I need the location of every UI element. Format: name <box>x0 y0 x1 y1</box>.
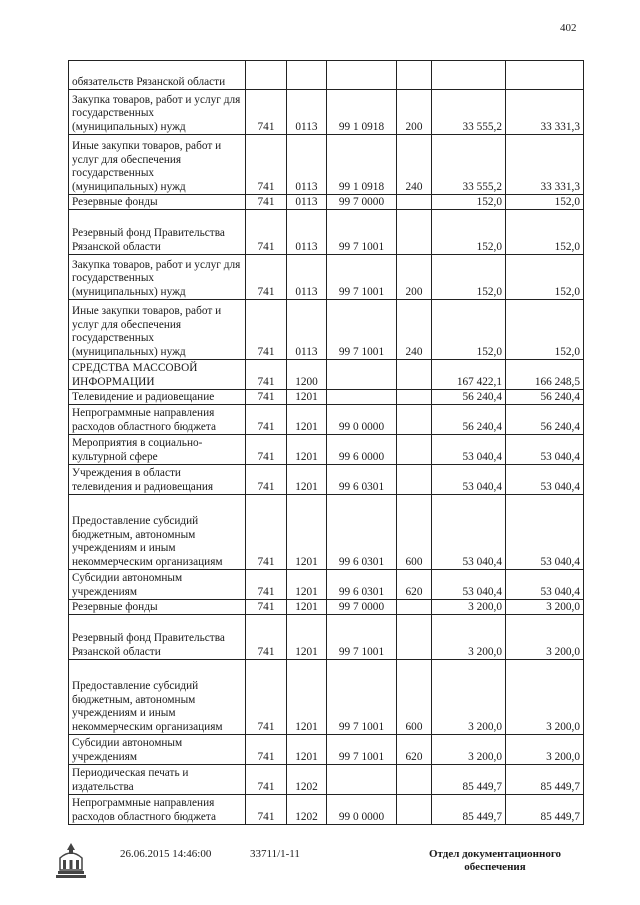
cell-sum1: 53 040,4 <box>432 435 506 465</box>
cell-csr <box>327 765 397 795</box>
cell-ved: 741 <box>246 390 287 405</box>
cell-sum2: 56 240,4 <box>506 390 584 405</box>
table-row <box>69 390 584 405</box>
cell-sum1: 3 200,0 <box>432 600 506 615</box>
cell-vr <box>397 600 432 615</box>
emblem-icon <box>54 840 88 880</box>
cell-name: Телевидение и радиовещание <box>69 390 246 405</box>
cell-sum1: 152,0 <box>432 195 506 210</box>
cell-name: Периодическая печать и издательства <box>69 765 246 795</box>
cell-name: Непрограммные направления расходов областного бюджета <box>69 405 246 435</box>
table-row <box>69 210 584 255</box>
cell-razd <box>287 61 327 90</box>
table-row <box>69 61 584 90</box>
cell-name: Резервный фонд Правительства Рязанской области <box>69 210 246 255</box>
cell-csr: 99 1 0918 <box>327 90 397 135</box>
cell-razd: 0113 <box>287 300 327 360</box>
cell-name: Резервный фонд Правительства Рязанской области <box>69 615 246 660</box>
cell-name: СРЕДСТВА МАССОВОЙ ИНФОРМАЦИИ <box>69 360 246 390</box>
cell-csr: 99 7 1001 <box>327 210 397 255</box>
cell-sum2: 53 040,4 <box>506 435 584 465</box>
cell-csr <box>327 390 397 405</box>
cell-ved: 741 <box>246 465 287 495</box>
cell-name: Иные закупки товаров, работ и услуг для обеспечения государственных (муниципальных) нужд <box>69 300 246 360</box>
cell-sum1: 33 555,2 <box>432 90 506 135</box>
cell-ved: 741 <box>246 135 287 195</box>
cell-razd: 1202 <box>287 795 327 825</box>
cell-name: Мероприятия в социально-культурной сфере <box>69 435 246 465</box>
table-row <box>69 300 584 360</box>
cell-sum2: 152,0 <box>506 300 584 360</box>
cell-sum1: 53 040,4 <box>432 465 506 495</box>
cell-sum2: 152,0 <box>506 255 584 300</box>
table-row <box>69 660 584 735</box>
table-row <box>69 360 584 390</box>
cell-vr <box>397 795 432 825</box>
cell-vr <box>397 465 432 495</box>
cell-razd: 1201 <box>287 735 327 765</box>
cell-vr: 240 <box>397 135 432 195</box>
cell-razd: 1201 <box>287 570 327 600</box>
cell-vr: 200 <box>397 90 432 135</box>
cell-name: Субсидии автономным учреждениям <box>69 570 246 600</box>
cell-name: Предоставление субсидий бюджетным, автономным учреждениям и иным некоммерческим организациям <box>69 495 246 570</box>
cell-vr <box>397 61 432 90</box>
cell-csr: 99 6 0301 <box>327 570 397 600</box>
cell-name: Субсидии автономным учреждениям <box>69 735 246 765</box>
table-row <box>69 600 584 615</box>
cell-sum2: 152,0 <box>506 195 584 210</box>
table-row <box>69 795 584 825</box>
table-row <box>69 435 584 465</box>
cell-sum2: 166 248,5 <box>506 360 584 390</box>
table-row <box>69 90 584 135</box>
cell-vr <box>397 390 432 405</box>
cell-razd: 1201 <box>287 465 327 495</box>
table-row <box>69 495 584 570</box>
cell-name: Закупка товаров, работ и услуг для государственных (муниципальных) нужд <box>69 90 246 135</box>
cell-sum1: 3 200,0 <box>432 660 506 735</box>
cell-csr: 99 6 0000 <box>327 435 397 465</box>
cell-ved: 741 <box>246 300 287 360</box>
cell-ved: 741 <box>246 90 287 135</box>
cell-sum2: 3 200,0 <box>506 660 584 735</box>
cell-ved <box>246 61 287 90</box>
table-row <box>69 195 584 210</box>
cell-ved: 741 <box>246 765 287 795</box>
cell-sum2: 85 449,7 <box>506 795 584 825</box>
cell-sum2: 53 040,4 <box>506 465 584 495</box>
cell-razd: 1201 <box>287 660 327 735</box>
cell-sum1: 152,0 <box>432 210 506 255</box>
cell-razd: 0113 <box>287 135 327 195</box>
cell-csr: 99 7 1001 <box>327 660 397 735</box>
cell-ved: 741 <box>246 795 287 825</box>
cell-sum1: 3 200,0 <box>432 615 506 660</box>
cell-razd: 0113 <box>287 255 327 300</box>
cell-vr: 200 <box>397 255 432 300</box>
cell-name: Предоставление субсидий бюджетным, автономным учреждениям и иным некоммерческим организациям <box>69 660 246 735</box>
cell-sum1: 53 040,4 <box>432 570 506 600</box>
cell-sum2: 3 200,0 <box>506 735 584 765</box>
cell-razd: 1201 <box>287 495 327 570</box>
cell-ved: 741 <box>246 210 287 255</box>
cell-sum1 <box>432 61 506 90</box>
cell-name: Резервные фонды <box>69 195 246 210</box>
cell-ved: 741 <box>246 195 287 210</box>
cell-ved: 741 <box>246 435 287 465</box>
cell-name: обязательств Рязанской области <box>69 61 246 90</box>
cell-razd: 1201 <box>287 405 327 435</box>
footer-date: 26.06.2015 14:46:00 <box>120 848 212 860</box>
cell-sum1: 56 240,4 <box>432 390 506 405</box>
cell-sum1: 152,0 <box>432 255 506 300</box>
cell-sum2: 53 040,4 <box>506 570 584 600</box>
cell-csr <box>327 61 397 90</box>
cell-sum1: 56 240,4 <box>432 405 506 435</box>
table-row <box>69 465 584 495</box>
table-row <box>69 405 584 435</box>
cell-sum1: 152,0 <box>432 300 506 360</box>
cell-ved: 741 <box>246 570 287 600</box>
cell-csr: 99 0 0000 <box>327 795 397 825</box>
table-row <box>69 615 584 660</box>
cell-sum1: 85 449,7 <box>432 795 506 825</box>
cell-sum2: 33 331,3 <box>506 90 584 135</box>
cell-name: Резервные фонды <box>69 600 246 615</box>
cell-name: Иные закупки товаров, работ и услуг для обеспечения государственных (муниципальных) нужд <box>69 135 246 195</box>
cell-vr: 600 <box>397 660 432 735</box>
cell-ved: 741 <box>246 360 287 390</box>
cell-csr: 99 7 1001 <box>327 615 397 660</box>
cell-razd: 0113 <box>287 195 327 210</box>
cell-razd: 0113 <box>287 90 327 135</box>
table-row <box>69 735 584 765</box>
cell-csr: 99 7 0000 <box>327 600 397 615</box>
cell-csr: 99 7 1001 <box>327 735 397 765</box>
cell-ved: 741 <box>246 405 287 435</box>
cell-csr: 99 6 0301 <box>327 465 397 495</box>
cell-vr: 620 <box>397 735 432 765</box>
cell-sum2: 3 200,0 <box>506 600 584 615</box>
cell-vr <box>397 195 432 210</box>
cell-ved: 741 <box>246 660 287 735</box>
budget-table <box>68 60 584 825</box>
cell-ved: 741 <box>246 615 287 660</box>
cell-sum2: 85 449,7 <box>506 765 584 795</box>
cell-ved: 741 <box>246 495 287 570</box>
table-row <box>69 135 584 195</box>
cell-sum1: 53 040,4 <box>432 495 506 570</box>
cell-csr: 99 7 1001 <box>327 300 397 360</box>
cell-sum2: 152,0 <box>506 210 584 255</box>
footer-doc-number: 33711/1-11 <box>250 848 300 860</box>
cell-razd: 1202 <box>287 765 327 795</box>
cell-razd: 1200 <box>287 360 327 390</box>
cell-ved: 741 <box>246 735 287 765</box>
cell-name: Закупка товаров, работ и услуг для государственных (муниципальных) нужд <box>69 255 246 300</box>
cell-razd: 1201 <box>287 600 327 615</box>
cell-sum1: 33 555,2 <box>432 135 506 195</box>
cell-csr: 99 7 1001 <box>327 255 397 300</box>
table-row <box>69 255 584 300</box>
cell-razd: 0113 <box>287 210 327 255</box>
cell-csr: 99 7 0000 <box>327 195 397 210</box>
cell-vr <box>397 765 432 795</box>
cell-csr <box>327 360 397 390</box>
cell-razd: 1201 <box>287 615 327 660</box>
page-number: 402 <box>560 22 577 34</box>
cell-sum1: 3 200,0 <box>432 735 506 765</box>
cell-csr: 99 0 0000 <box>327 405 397 435</box>
cell-ved: 741 <box>246 600 287 615</box>
cell-ved: 741 <box>246 255 287 300</box>
cell-sum2: 3 200,0 <box>506 615 584 660</box>
cell-sum2 <box>506 61 584 90</box>
cell-vr <box>397 360 432 390</box>
cell-name: Учреждения в области телевидения и радиовещания <box>69 465 246 495</box>
cell-vr: 620 <box>397 570 432 600</box>
cell-vr: 600 <box>397 495 432 570</box>
cell-vr <box>397 615 432 660</box>
cell-sum1: 167 422,1 <box>432 360 506 390</box>
cell-vr: 240 <box>397 300 432 360</box>
cell-name: Непрограммные направления расходов областного бюджета <box>69 795 246 825</box>
table-row <box>69 570 584 600</box>
cell-csr: 99 6 0301 <box>327 495 397 570</box>
cell-sum2: 33 331,3 <box>506 135 584 195</box>
cell-sum1: 85 449,7 <box>432 765 506 795</box>
cell-vr <box>397 405 432 435</box>
cell-sum2: 56 240,4 <box>506 405 584 435</box>
table-row <box>69 765 584 795</box>
cell-sum2: 53 040,4 <box>506 495 584 570</box>
cell-razd: 1201 <box>287 435 327 465</box>
cell-vr <box>397 435 432 465</box>
cell-csr: 99 1 0918 <box>327 135 397 195</box>
cell-razd: 1201 <box>287 390 327 405</box>
footer-department-line1: Отдел документационного <box>428 848 562 860</box>
cell-vr <box>397 210 432 255</box>
footer-department <box>400 848 590 874</box>
footer-department-line2: обеспечения <box>464 861 526 873</box>
